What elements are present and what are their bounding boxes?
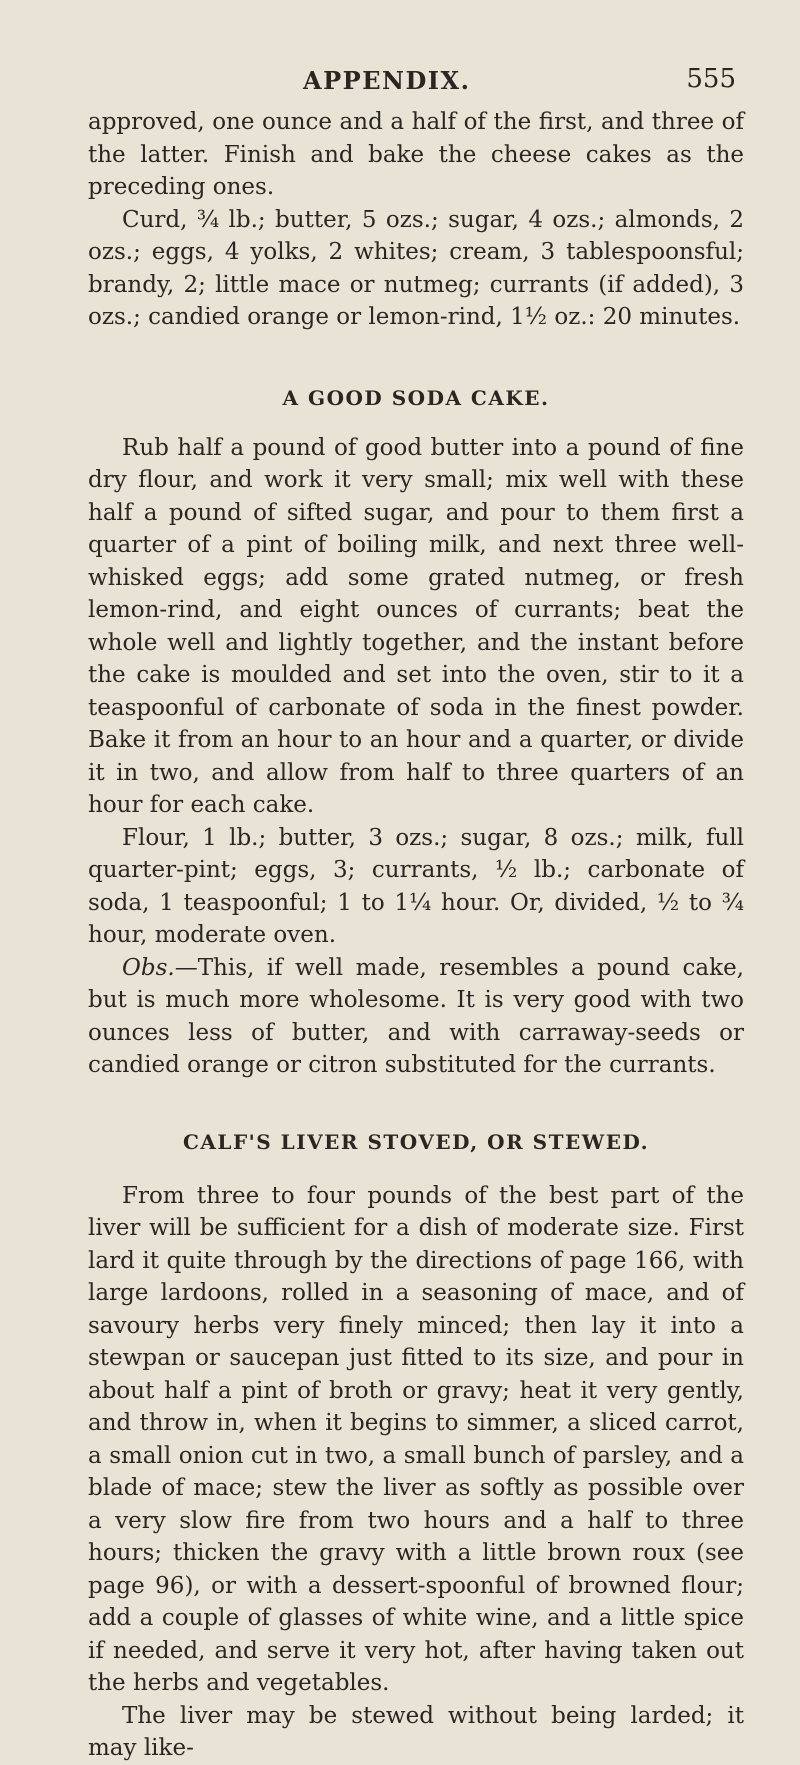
recipe-heading: A GOOD SODA CAKE. [282,385,550,410]
recipe-heading: CALF'S LIVER STOVED, OR STEWED. [182,1129,650,1154]
observation-text: —This, if well made, resembles a pound cake, but is much more wholesome. It is very good with two ounces less of butter, and with carraway-seeds or candied orange or citron substituted for the currants. [88,954,744,1078]
ingredient-summary: Curd, ¾ lb.; butter, 5 ozs.; sugar, 4 ozs.; almonds, 2 ozs.; eggs, 4 yolks, 2 whites; cream, 3 tablespoonsful; brandy, 2; little mace or nutmeg; currants (if added), 3 ozs.; candied orange or lemon-rind, 1½ oz.: 20 minutes. [88,206,744,330]
ingredient-summary: Flour, 1 lb.; butter, 3 ozs.; sugar, 8 ozs.; milk, full quarter-pint; eggs, 3; currants, ½ lb.; carbonate of soda, 1 teaspoonful; 1 to 1¼ hour. Or, divided, ½ to ¾ hour, moderate oven. [88,824,744,948]
running-title: APPENDIX. [303,66,471,95]
observation-note [88,952,744,1082]
paragraph: The liver may be stewed without being larded; it may like- [88,1702,744,1761]
obs-label: Obs. [122,954,175,981]
section-calfs-liver [88,1130,744,1765]
section-cheese-cakes-end [88,106,744,334]
paragraph: From three to four pounds of the best part of the liver will be sufficient for a dish of moderate size. First lard it quite through by the directions of page 166, with large lardoons, rolled in a seasoning of mace, and of savoury herbs very finely minced; then lay it into a stewpan or saucepan just fitted to its size, and pour in about half a pint of broth or gravy; heat it very gently, and throw in, when it begins to simmer, a sliced carrot, a small onion cut in two, a small bunch of parsley, and a blade of mace; stew the liver as softly as possible over a very slow fire from two hours and a half to three hours; thicken the gravy with a little brown roux (see page 96), or with a dessert-spoonful of browned flour; add a couple of glasses of white wine, and a little spice if needed, and serve it very hot, after having taken out the herbs and vegetables. [88,1182,744,1696]
paragraph: approved, one ounce and a half of the first, and three of the latter. Finish and bake the cheese cakes as the preceding ones. [88,109,744,200]
paragraph: Rub half a pound of good butter into a pound of fine dry flour, and work it very small; mix well with these half a pound of sifted sugar, and pour to them first a quarter of a pint of boiling milk, and next three well-whisked eggs; add some grated nutmeg, or fresh lemon-rind, and eight ounces of currants; beat the whole well and lightly together, and the instant before the cake is moulded and set into the oven, stir to it a teaspoonful of carbonate of soda in the finest powder. Bake it from an hour to an hour and a quarter, or divide it in two, and allow from half to three quarters of an hour for each cake. [88,434,744,818]
page-number: 555 [686,64,736,94]
running-head [88,62,744,106]
section-soda-cake [88,386,744,1082]
